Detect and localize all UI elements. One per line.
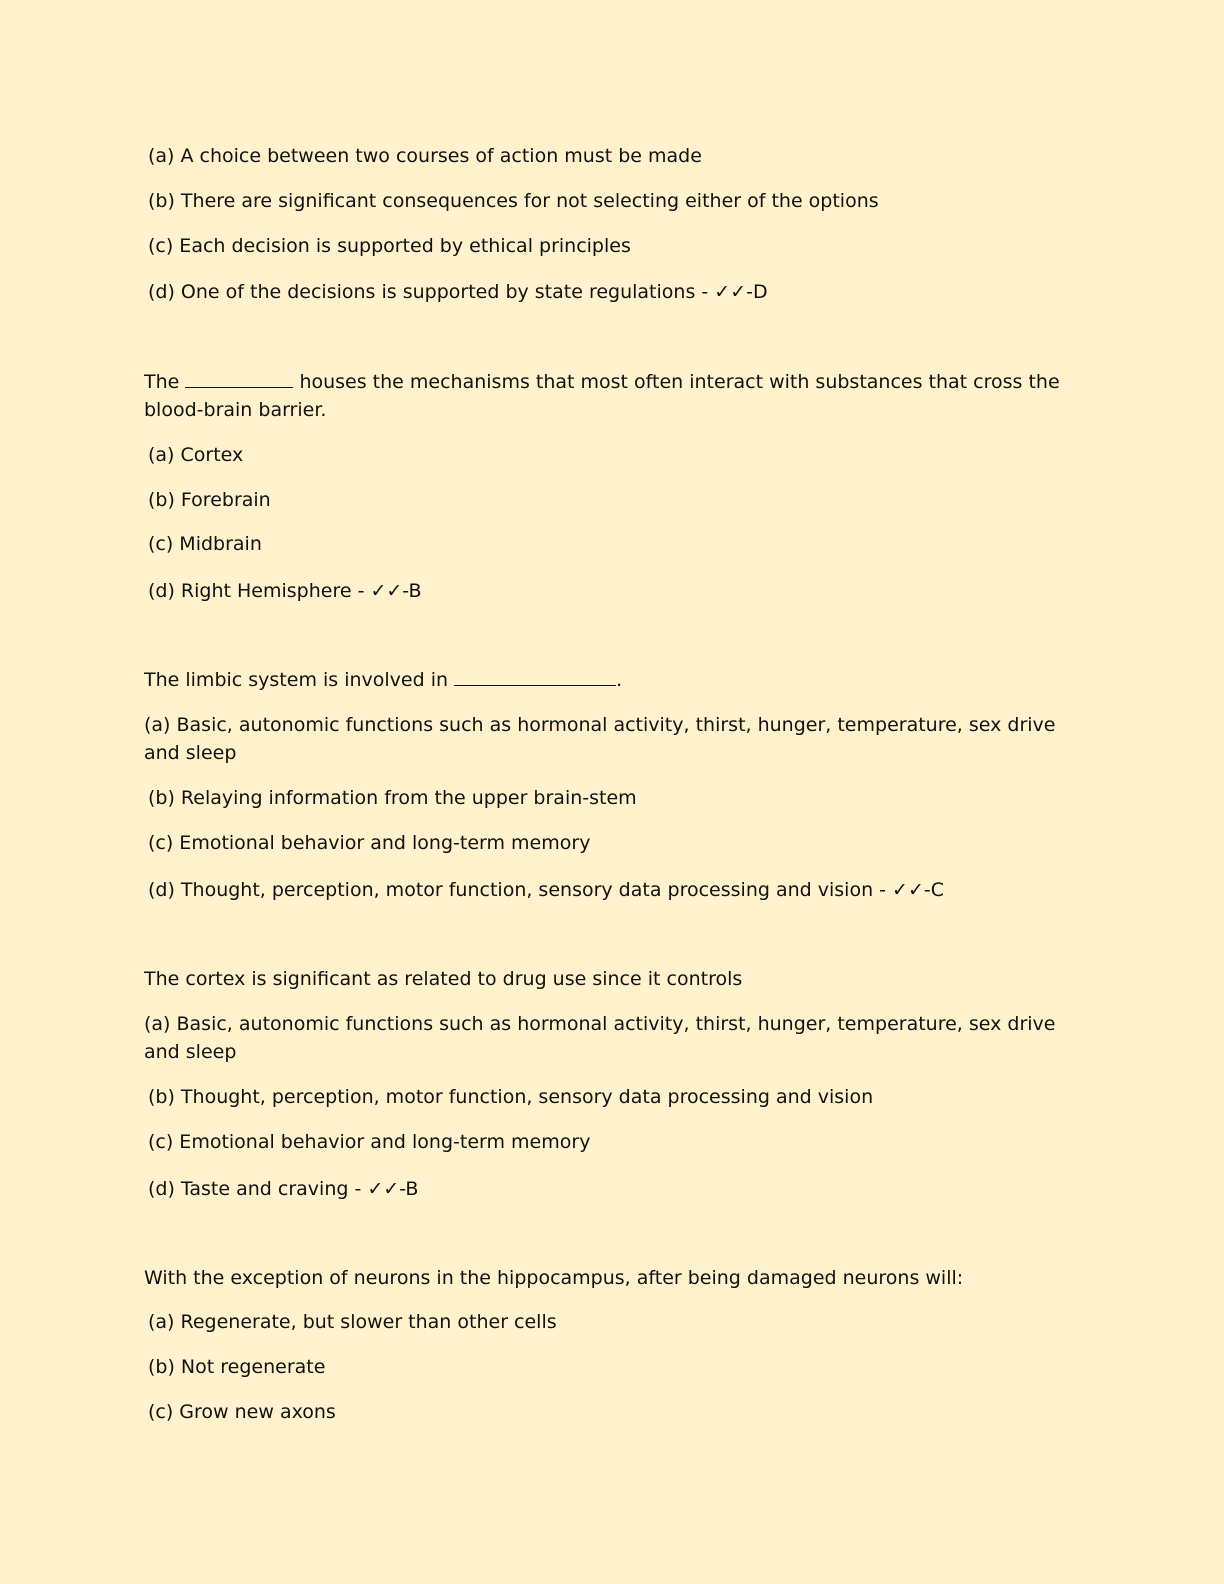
q5-option-c: (c) Grow new axons — [148, 1401, 336, 1423]
q1-option-a: (a) A choice between two courses of action must be made — [148, 145, 702, 167]
q2-stem-before: The — [144, 371, 180, 393]
q5-option-a: (a) Regenerate, but slower than other cells — [148, 1311, 557, 1333]
q1-option-c: (c) Each decision is supported by ethical principles — [148, 235, 631, 257]
q1-option-d: (d) One of the decisions is supported by state regulations - ✓✓-D — [148, 281, 768, 303]
q5-option-b: (b) Not regenerate — [148, 1356, 326, 1378]
q2-option-d: (d) Right Hemisphere - ✓✓-B — [148, 580, 422, 602]
q2-blank — [185, 369, 293, 388]
q3-blank — [454, 667, 616, 686]
q4-stem: The cortex is significant as related to drug use since it controls — [144, 968, 743, 990]
q4-option-c: (c) Emotional behavior and long-term memory — [148, 1131, 591, 1153]
q3-stem-after: . — [616, 669, 623, 691]
q2-stem-after: houses the mechanisms that most often interact with substances that cross the blood-brain barrier. — [144, 371, 1060, 421]
q5-stem: With the exception of neurons in the hippocampus, after being damaged neurons will: — [144, 1267, 964, 1289]
q4-option-b: (b) Thought, perception, motor function, sensory data processing and vision — [148, 1086, 874, 1108]
q4-option-d: (d) Taste and craving - ✓✓-B — [148, 1178, 419, 1200]
q3-option-a: (a) Basic, autonomic functions such as hormonal activity, thirst, hunger, temperature, sex drive and sleep — [144, 714, 1056, 764]
q2-stem — [144, 368, 1074, 424]
q2-option-a: (a) Cortex — [148, 444, 244, 466]
q1-option-b: (b) There are significant consequences for not selecting either of the options — [148, 190, 879, 212]
q3-option-c: (c) Emotional behavior and long-term memory — [148, 832, 591, 854]
q4-option-a: (a) Basic, autonomic functions such as hormonal activity, thirst, hunger, temperature, sex drive and sleep — [144, 1013, 1056, 1063]
q2-option-b: (b) Forebrain — [148, 489, 271, 511]
q3-option-d: (d) Thought, perception, motor function, sensory data processing and vision - ✓✓-C — [148, 879, 945, 901]
q3-option-b: (b) Relaying information from the upper brain-stem — [148, 787, 637, 809]
q3-stem-before: The limbic system is involved in — [144, 669, 449, 691]
q2-option-c: (c) Midbrain — [148, 533, 262, 555]
q3-stem — [144, 666, 622, 694]
